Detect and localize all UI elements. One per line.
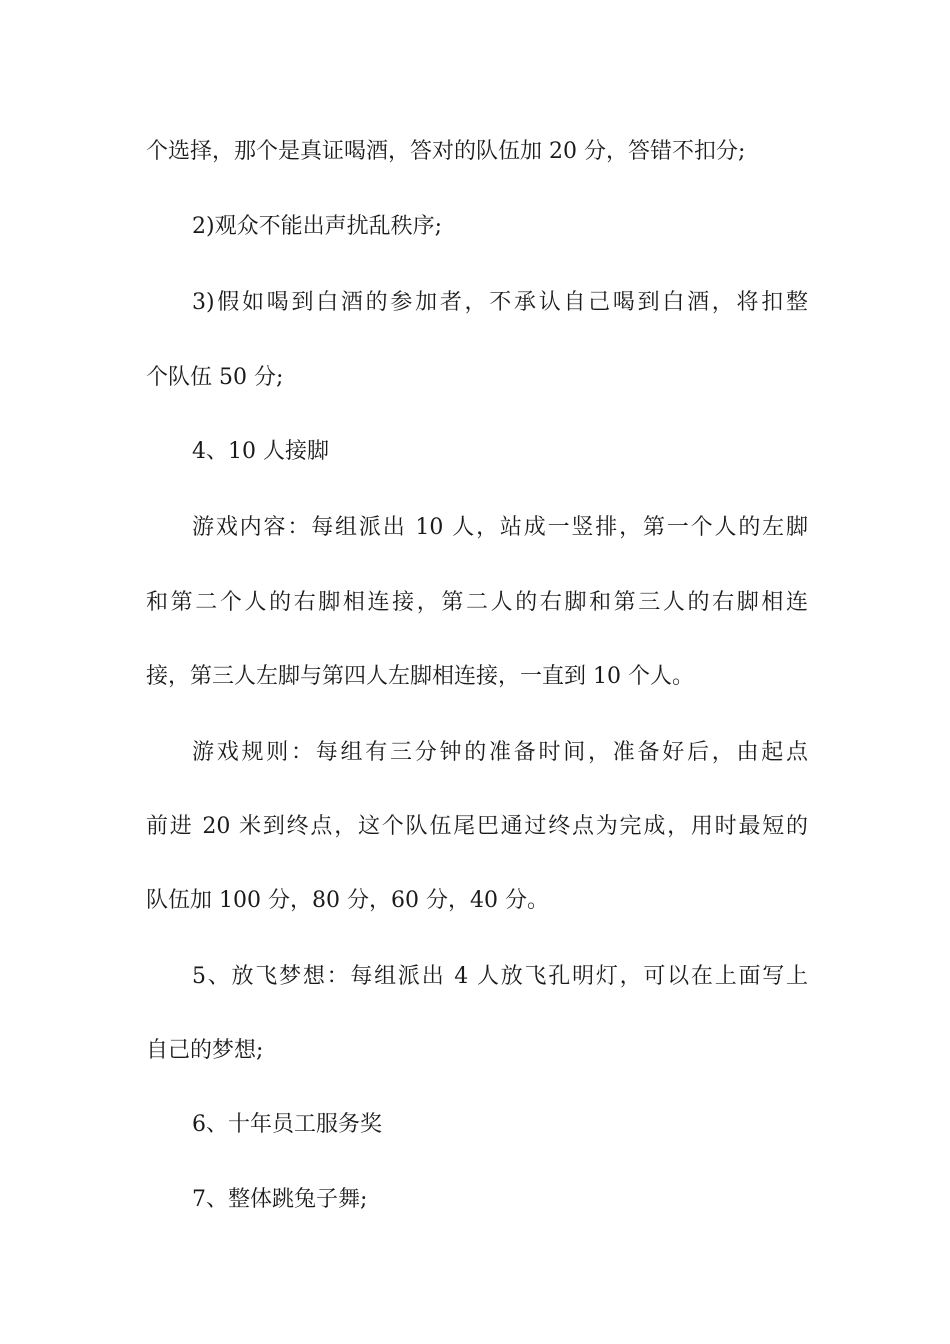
section-heading-4: 4、10 人接脚 xyxy=(192,439,329,464)
section-heading-5: 5、放飞梦想：每组派出 4 人放飞孔明灯，可以在上面写上 xyxy=(192,964,808,989)
game-rules-paragraph-line-2: 前进 20 米到终点，这个队伍尾巴通过终点为完成，用时最短的 xyxy=(146,814,808,839)
game-content-paragraph: 游戏内容：每组派出 10 人，站成一竖排，第一个人的左脚 xyxy=(192,515,808,540)
rule-item-3-continuation: 个队伍 50 分; xyxy=(146,365,284,390)
section-heading-6: 6、十年员工服务奖 xyxy=(192,1112,382,1137)
game-content-paragraph-line-3: 接，第三人左脚与第四人左脚相连接，一直到 10 个人。 xyxy=(146,664,694,689)
game-content-paragraph-line-2: 和第二个人的右脚相连接，第二人的右脚和第三人的右脚相连 xyxy=(146,590,808,615)
game-rules-paragraph: 游戏规则：每组有三分钟的准备时间，准备好后，由起点 xyxy=(192,740,808,765)
section-heading-7: 7、整体跳兔子舞; xyxy=(192,1187,368,1212)
rule-line-continuation: 个选择，那个是真证喝酒，答对的队伍加 20 分，答错不扣分; xyxy=(146,139,746,164)
section-5-continuation: 自己的梦想; xyxy=(146,1038,264,1063)
rule-item-3: 3)假如喝到白酒的参加者，不承认自己喝到白酒，将扣整 xyxy=(192,290,808,315)
game-rules-paragraph-line-3: 队伍加 100 分，80 分，60 分，40 分。 xyxy=(146,888,549,913)
rule-item-2: 2)观众不能出声扰乱秩序; xyxy=(192,214,442,239)
